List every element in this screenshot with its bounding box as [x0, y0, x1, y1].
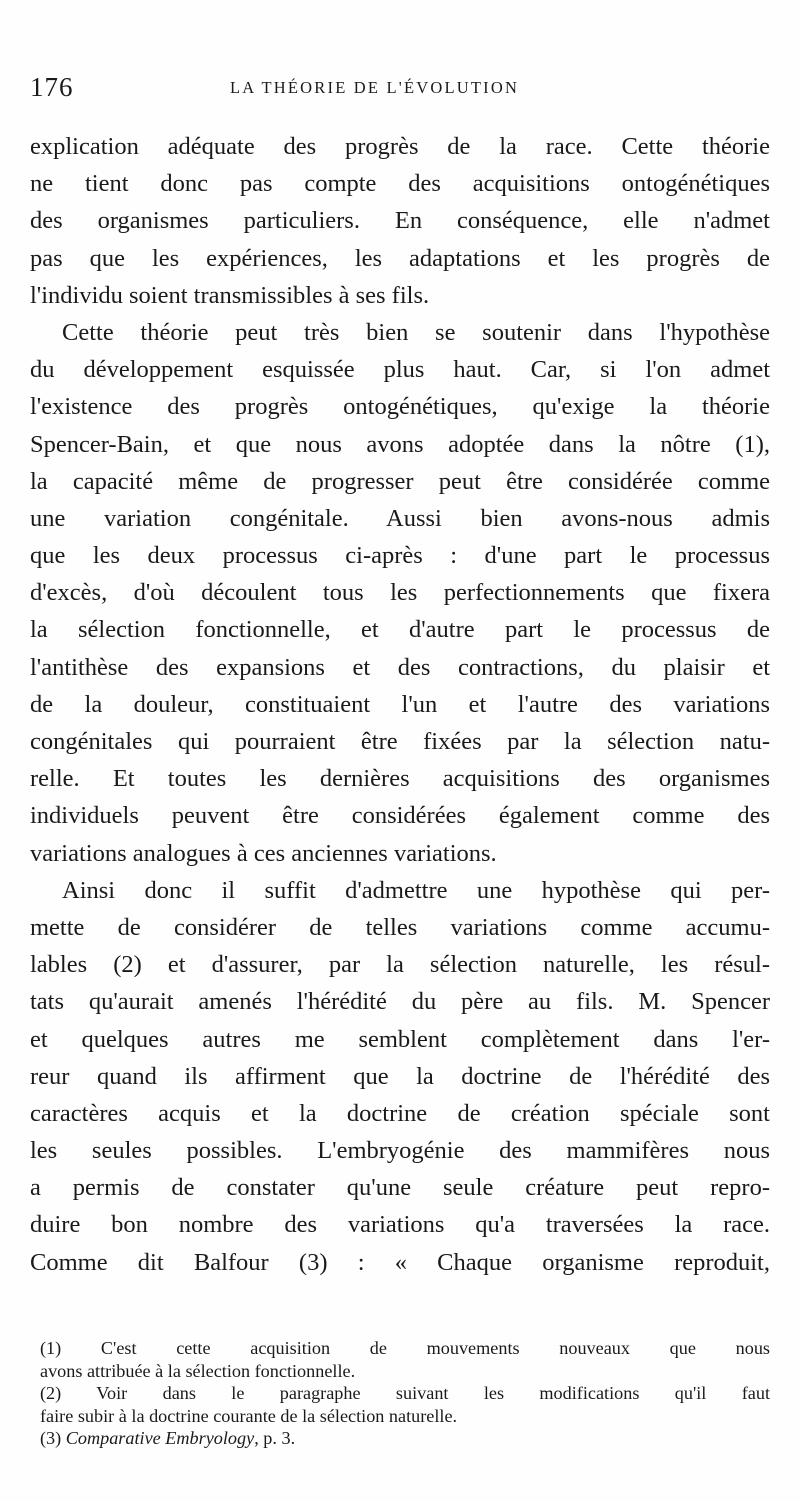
running-title: LA THÉORIE DE L'ÉVOLUTION: [230, 78, 520, 97]
body-line: lables (2) et d'assurer, par la sélection naturelle, les résul-: [30, 951, 770, 979]
footnote-2-line: (2) Voir dans le paragraphe suivant les modifications qu'il faut: [40, 1383, 770, 1403]
body-line: la capacité même de progresser peut être considérée comme: [30, 467, 770, 495]
page-header: [30, 72, 770, 108]
footnote-3: [40, 1427, 770, 1450]
body-line: Spencer-Bain, et que nous avons adoptée dans la nôtre (1),: [30, 430, 770, 458]
footnote-3-book-title: Comparative Embryology: [65, 1428, 255, 1448]
body-line: congénitales qui pourraient être fixées par la sélection natu-: [30, 728, 770, 755]
body-line: a permis de constater qu'une seule créature peut repro-: [30, 1174, 770, 1202]
body-line: une variation congénitale. Aussi bien avons-nous admis: [30, 504, 770, 532]
body-line: relle. Et toutes les dernières acquisitions des organismes: [30, 765, 770, 793]
body-line: et quelques autres me semblent complètement dans l'er-: [30, 1025, 770, 1053]
page-number: 176: [30, 72, 74, 102]
body-line: Comme dit Balfour (3) : « Chaque organisme reproduit,: [30, 1248, 770, 1276]
body-line: d'excès, d'où découlent tous les perfectionnements que fixera: [30, 579, 770, 607]
body-line: ne tient donc pas compte des acquisitions ontogénétiques: [30, 170, 770, 198]
body-line: variations analogues à ces anciennes variations.: [30, 839, 497, 867]
body-line: la sélection fonctionnelle, et d'autre part le processus de: [30, 616, 770, 644]
footnotes: [40, 1337, 770, 1450]
body-line: duire bon nombre des variations qu'a traversées la race.: [30, 1211, 770, 1239]
footnote-1-line: (1) C'est cette acquisition de mouvements nouveaux que nous: [40, 1338, 770, 1358]
body-line: de la douleur, constituaient l'un et l'autre des variations: [30, 690, 770, 718]
body-line: reur quand ils affirment que la doctrine de l'hérédité des: [30, 1062, 770, 1090]
body-line: pas que les expériences, les adaptations et les progrès de: [30, 244, 770, 272]
body-text: [30, 128, 770, 1281]
body-line: caractères acquis et la doctrine de création spéciale sont: [30, 1099, 770, 1127]
body-line: l'individu soient transmissibles à ses fils.: [30, 281, 430, 309]
body-line: tats qu'aurait amenés l'hérédité du père au fils. M. Spencer: [30, 988, 770, 1016]
footnote-2-line: faire subir à la doctrine courante de la sélection naturelle.: [40, 1405, 458, 1426]
body-line: des organismes particuliers. En conséquence, elle n'admet: [30, 207, 770, 235]
body-line: l'antithèse des expansions et des contractions, du plaisir et: [30, 653, 770, 681]
body-line: l'existence des progrès ontogénétiques, qu'exige la théorie: [30, 393, 770, 421]
body-line: Ainsi donc il suffit d'admettre une hypothèse qui per-: [62, 876, 770, 904]
body-line: les seules possibles. L'embryogénie des mammifères nous: [30, 1137, 770, 1165]
footnote-3-marker: (3): [40, 1428, 62, 1448]
footnote-3-page-ref: , p. 3.: [254, 1428, 296, 1448]
body-line: Cette théorie peut très bien se soutenir dans l'hypothèse: [62, 318, 770, 346]
body-line: individuels peuvent être considérées également comme des: [30, 802, 770, 830]
footnote-1-line: avons attribuée à la sélection fonctionnelle.: [40, 1360, 356, 1381]
body-line: du développement esquissée plus haut. Car, si l'on admet: [30, 356, 770, 384]
body-line: mette de considérer de telles variations comme accumu-: [30, 913, 770, 941]
body-line: que les deux processus ci-après : d'une part le processus: [30, 542, 770, 570]
body-line: explication adéquate des progrès de la race. Cette théorie: [30, 133, 770, 160]
